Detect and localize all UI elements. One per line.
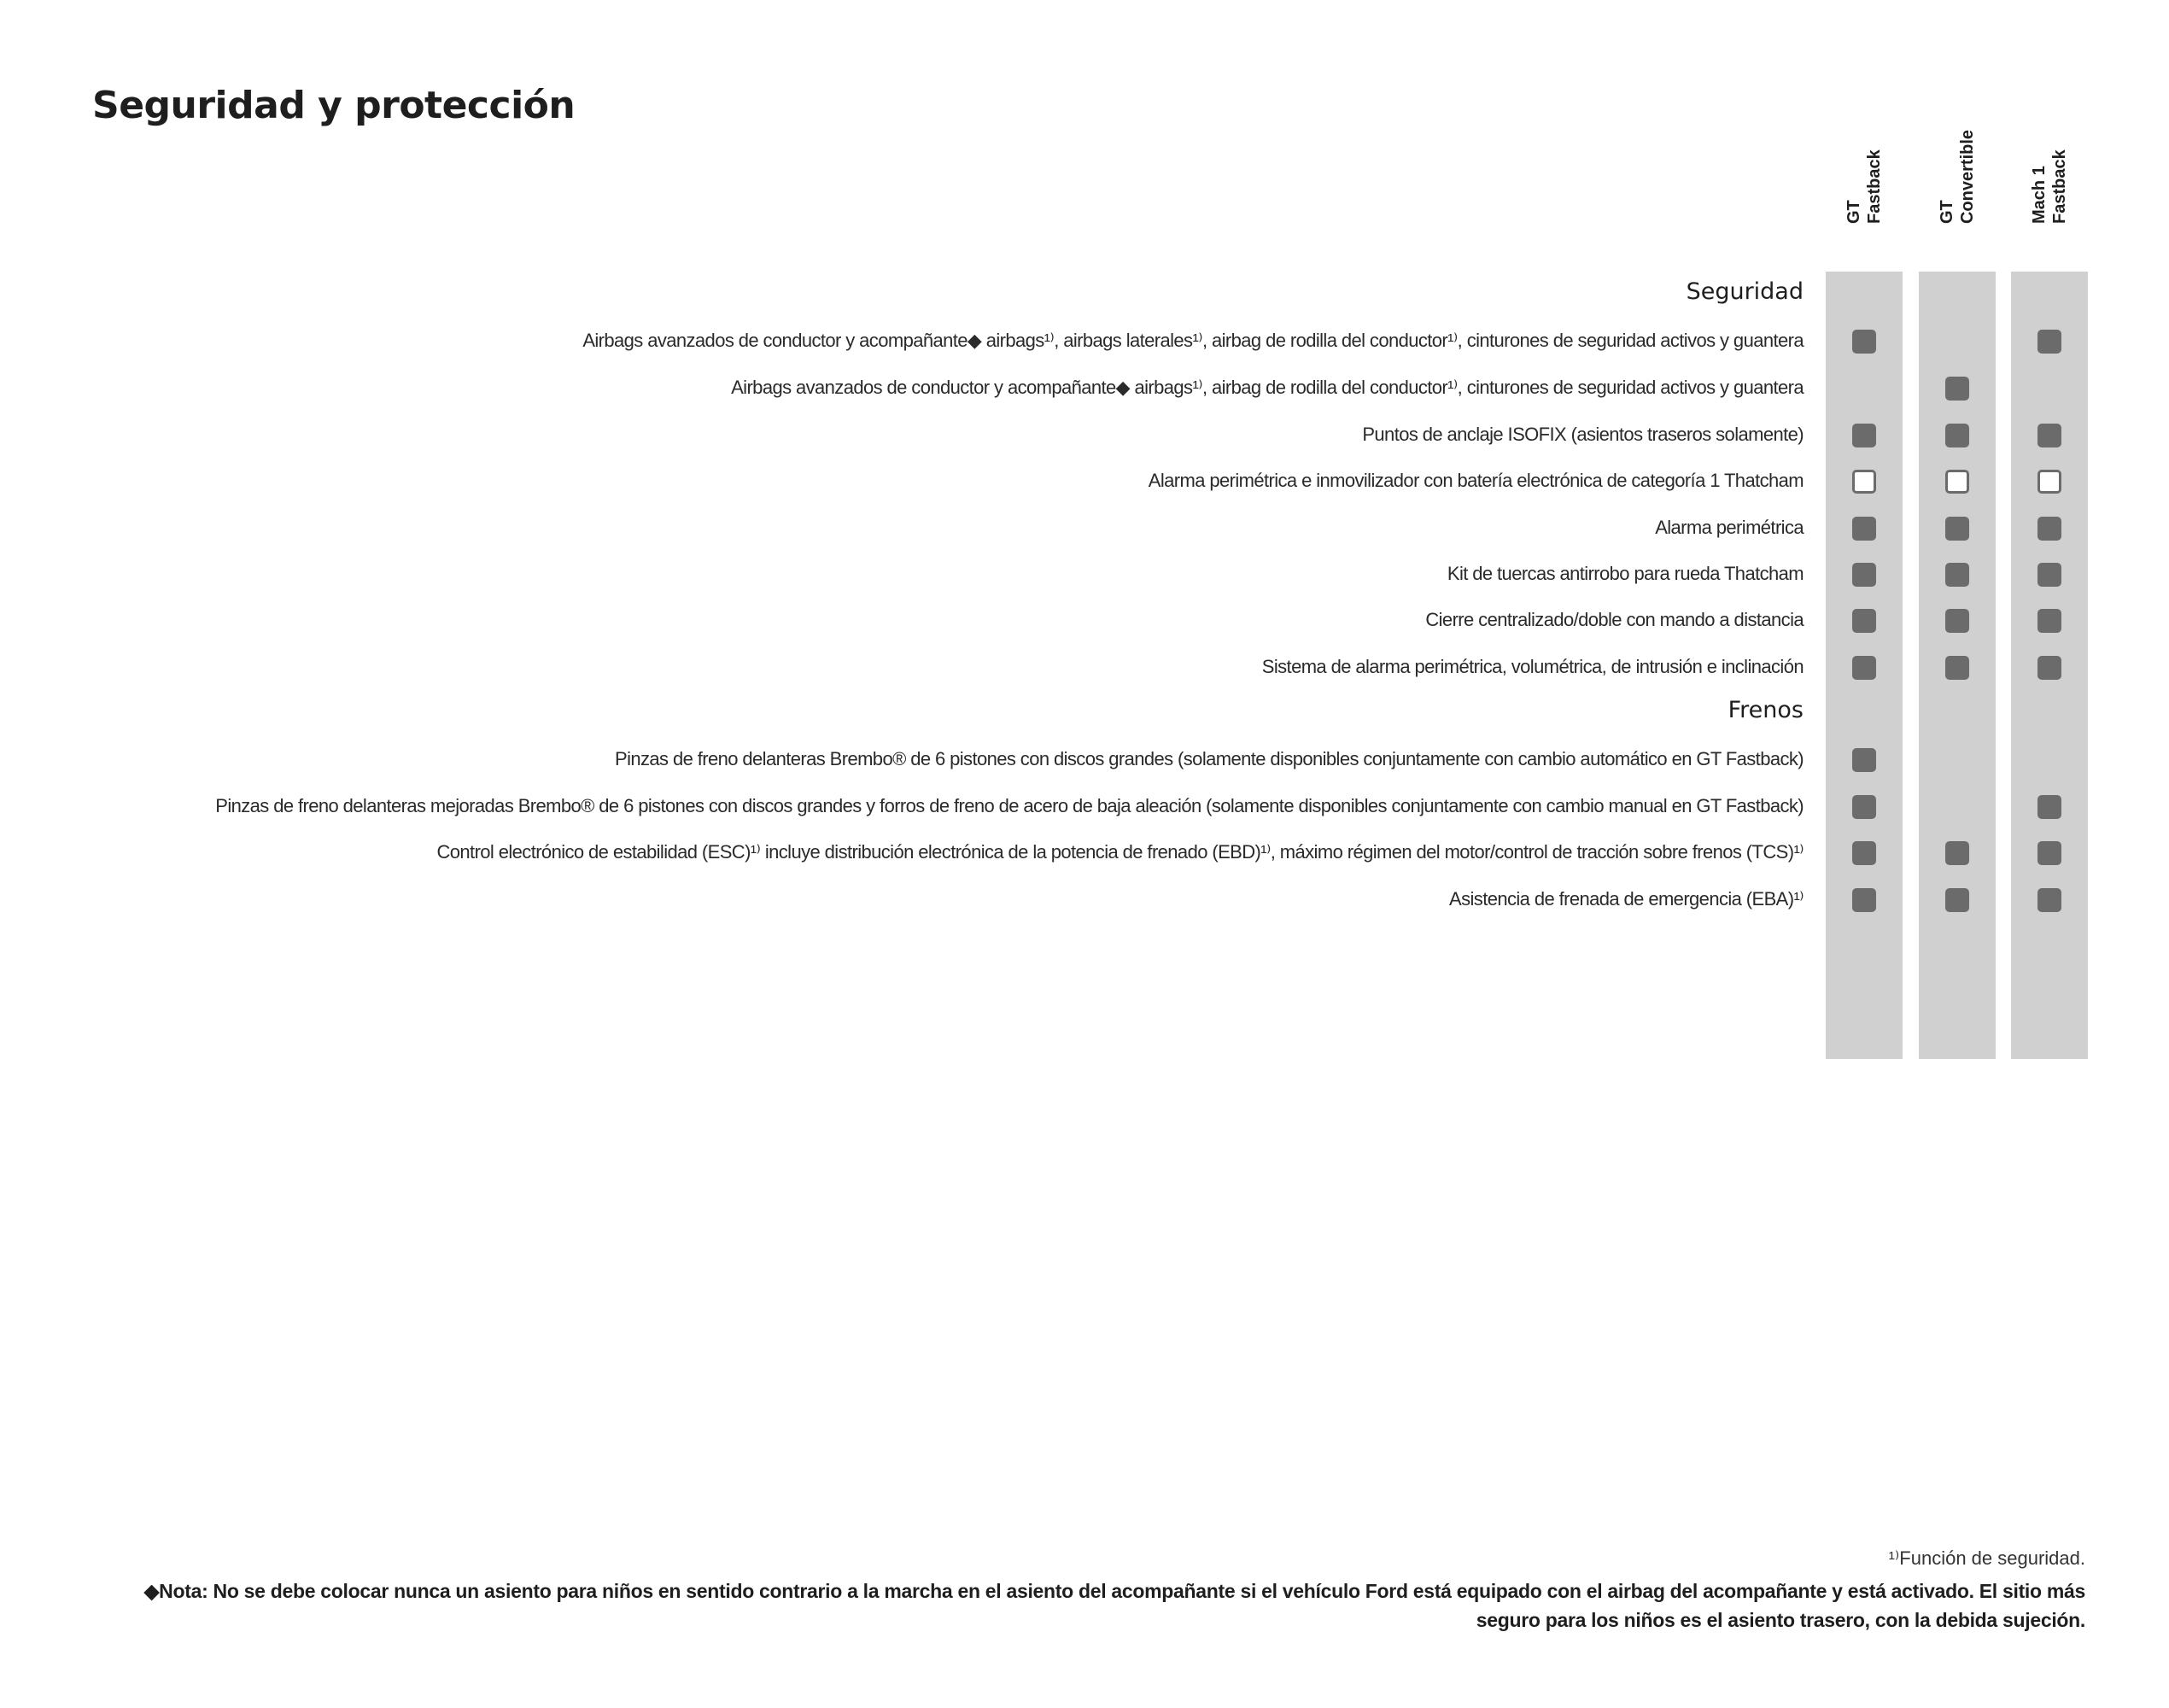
standard-feature-mark xyxy=(1852,609,1876,633)
table-row xyxy=(0,413,2169,456)
row-label: Pinzas de freno delanteras mejoradas Brembo® de 6 pistones con discos grandes y forros de freno de acero de baja aleación (solamente disponibles conjuntamente con cambio manual en GT Fastback) xyxy=(215,795,1804,816)
footnote: ¹⁾Función de seguridad. xyxy=(1888,1547,2085,1569)
standard-feature-mark xyxy=(1852,656,1876,680)
row-label: Alarma perimétrica xyxy=(1655,517,1804,538)
standard-feature-mark xyxy=(2037,841,2061,865)
column-header-gt-convertible xyxy=(1919,129,1996,265)
table-row xyxy=(0,831,2169,874)
standard-feature-mark xyxy=(2037,517,2061,541)
row-label: Airbags avanzados de conductor y acompañante◆ airbags¹⁾, airbags laterales¹⁾, airbag de rodilla del conductor¹⁾, cinturones de seguridad activos y guantera xyxy=(582,330,1804,351)
table-row xyxy=(0,366,2169,409)
row-label: Puntos de anclaje ISOFIX (asientos traseros solamente) xyxy=(1362,424,1804,445)
table-row xyxy=(0,599,2169,641)
standard-feature-mark xyxy=(1852,517,1876,541)
standard-feature-mark xyxy=(1945,656,1969,680)
table-row xyxy=(0,738,2169,781)
standard-feature-mark xyxy=(1852,888,1876,912)
standard-feature-mark xyxy=(1852,841,1876,865)
table-row xyxy=(0,785,2169,828)
row-label: Asistencia de frenada de emergencia (EBA)¹⁾ xyxy=(1449,888,1804,910)
standard-feature-mark xyxy=(1945,377,1969,401)
standard-feature-mark xyxy=(2037,609,2061,633)
row-label: Airbags avanzados de conductor y acompañante◆ airbags¹⁾, airbag de rodilla del conductor¹⁾, cinturones de seguridad activos y guantera xyxy=(731,377,1804,398)
standard-feature-mark xyxy=(1852,563,1876,587)
standard-feature-mark xyxy=(2037,330,2061,354)
footer-note-line2: seguro para los niños es el asiento trasero, con la debida sujeción. xyxy=(1476,1609,2085,1631)
row-label: Control electrónico de estabilidad (ESC)¹⁾ incluye distribución electrónica de la potencia de frenado (EBD)¹⁾, máximo régimen del motor/control de tracción sobre frenos (TCS)¹⁾ xyxy=(436,841,1804,863)
section-heading-frenos: Frenos xyxy=(1728,697,1804,723)
column-header-line1: GT xyxy=(1938,200,1956,224)
standard-feature-mark xyxy=(1852,748,1876,772)
row-label: Sistema de alarma perimétrica, volumétrica, de intrusión e inclinación xyxy=(1261,656,1804,677)
table-row xyxy=(0,553,2169,595)
standard-feature-mark xyxy=(1945,888,1969,912)
table-row xyxy=(0,878,2169,921)
section-heading-seguridad: Seguridad xyxy=(1686,278,1804,305)
row-label: Kit de tuercas antirrobo para rueda Thatcham xyxy=(1447,563,1804,584)
footer-note xyxy=(36,1576,2085,1635)
standard-feature-mark xyxy=(1852,795,1876,819)
column-header-line2: Fastback xyxy=(2050,149,2069,224)
row-label: Alarma perimétrica e inmovilizador con batería electrónica de categoría 1 Thatcham xyxy=(1148,470,1804,491)
table-row xyxy=(0,506,2169,549)
column-header-line1: GT xyxy=(1845,200,1863,224)
optional-feature-mark xyxy=(2037,470,2061,494)
standard-feature-mark xyxy=(2037,656,2061,680)
standard-feature-mark xyxy=(1852,330,1876,354)
optional-feature-mark xyxy=(1945,470,1969,494)
row-label: Pinzas de freno delanteras Brembo® de 6 pistones con discos grandes (solamente disponibles conjuntamente con cambio automático en GT Fastback) xyxy=(615,748,1804,769)
table-row xyxy=(0,319,2169,362)
standard-feature-mark xyxy=(1945,841,1969,865)
optional-feature-mark xyxy=(1852,470,1876,494)
standard-feature-mark xyxy=(1945,424,1969,447)
footer-note-line1: ◆Nota: No se debe colocar nunca un asiento para niños en sentido contrario a la marcha en el asiento del acompañante si el vehículo Ford está equipado con el airbag del acompañante y está activado. El sitio más xyxy=(143,1580,2085,1602)
column-header-line2: Fastback xyxy=(1865,149,1884,224)
row-label: Cierre centralizado/doble con mando a distancia xyxy=(1425,609,1804,630)
column-header-gt-fastback xyxy=(1826,135,1903,265)
column-header-line1: Mach 1 xyxy=(2030,166,2049,224)
standard-feature-mark xyxy=(2037,888,2061,912)
standard-feature-mark xyxy=(1945,563,1969,587)
standard-feature-mark xyxy=(1945,517,1969,541)
column-header-mach1-fastback xyxy=(2011,135,2088,265)
column-header-line2: Convertible xyxy=(1958,129,1977,224)
standard-feature-mark xyxy=(2037,563,2061,587)
standard-feature-mark xyxy=(2037,424,2061,447)
standard-feature-mark xyxy=(1945,609,1969,633)
table-row xyxy=(0,646,2169,688)
page-title: Seguridad y protección xyxy=(92,84,576,127)
standard-feature-mark xyxy=(1852,424,1876,447)
standard-feature-mark xyxy=(2037,795,2061,819)
table-row xyxy=(0,459,2169,502)
